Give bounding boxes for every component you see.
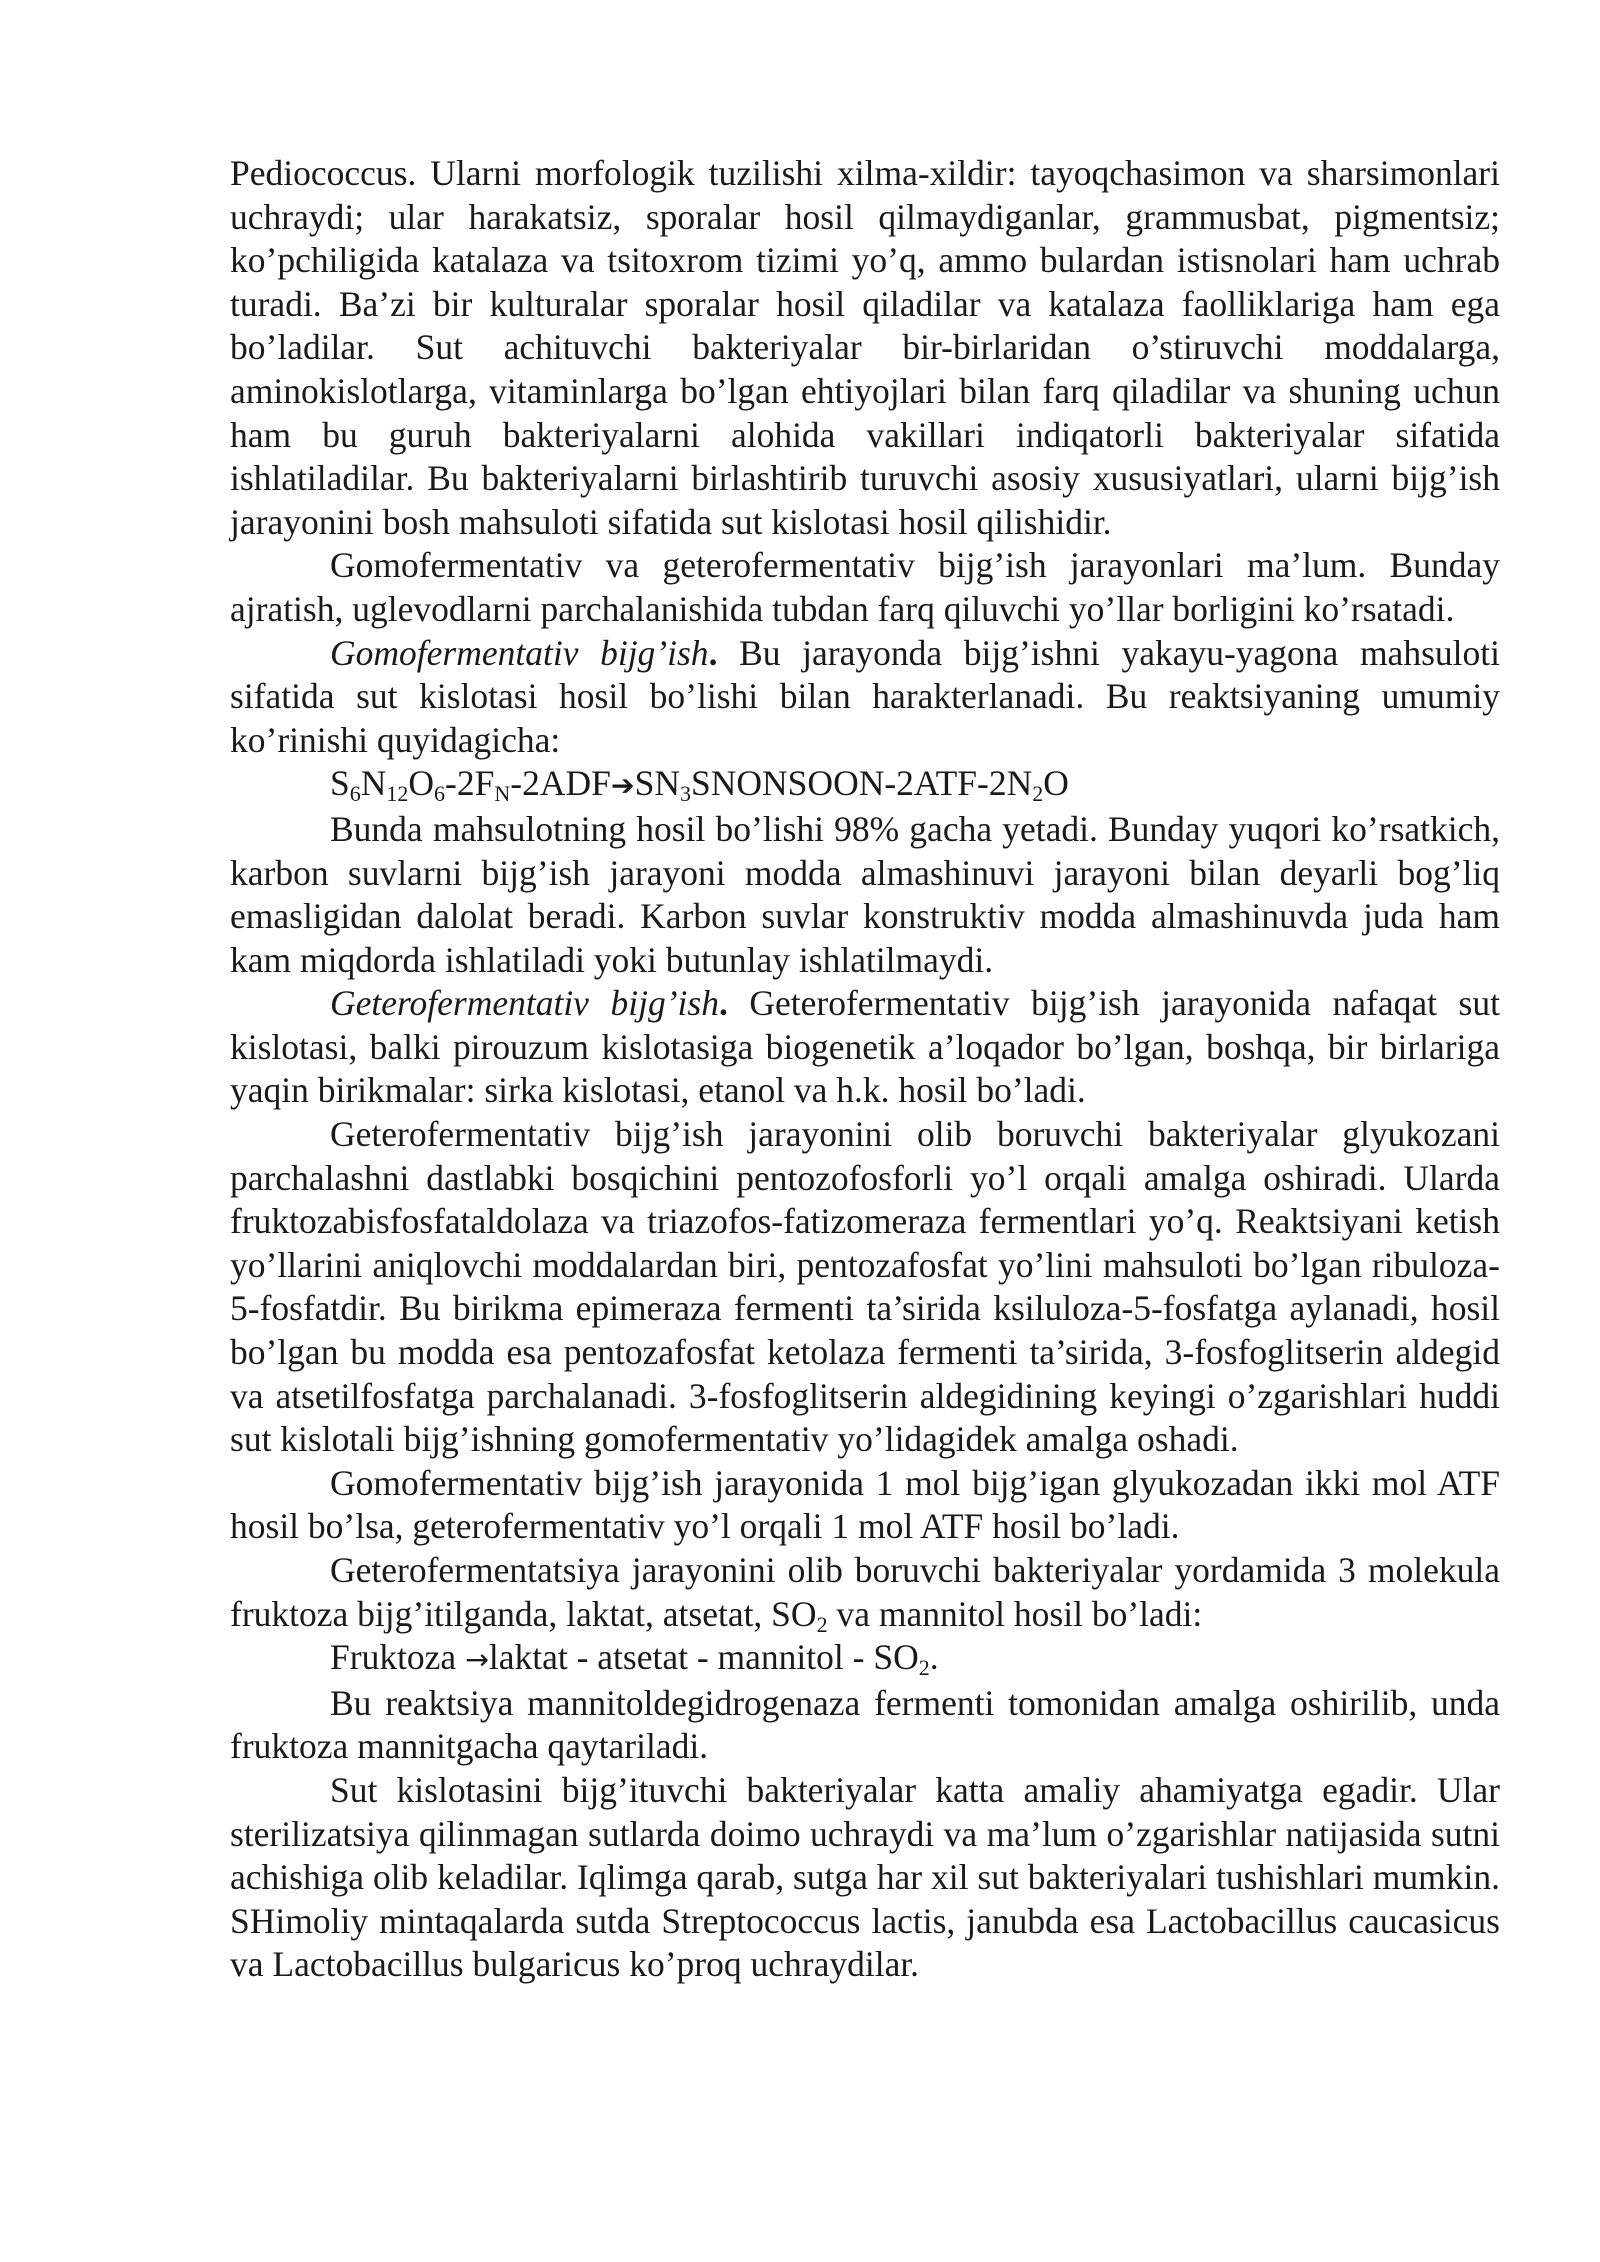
formula-text: N	[360, 763, 387, 804]
right-arrow-icon: ➔	[610, 769, 635, 803]
paragraph-2: Gomofermentativ va geterofermentativ bijg’ish jarayonlari ma’lum. Bunday ajratish, uglevodlarni parchalanishida tubdan farq qiluvchi yo’llar borligini ko’rsatadi.	[230, 545, 1500, 629]
formula-text: -2ADF	[510, 763, 611, 804]
paragraph-10: Sut kislotasini bijg’ituvchi bakteriyalar katta amaliy ahamiyatga egadir. Ular sterilizatsiya qilinmagan sutlarda doimo uchraydi va ma’lum o’zgarishlar natijasida sutni achishiga olib keladilar. Iqlimga qarab, sutga har xil sut bakteriyalari tushishlari mumkin. SHimoliy mintaqalarda sutda Streptococcus lactis, janubda esa Lactobacillus caucasicus va Lactobacillus bulgaricus ko’proq uchraydilar.	[230, 1769, 1500, 1985]
formula-text: Fruktoza	[330, 1637, 466, 1678]
paragraph-1: Pediococcus. Ularni morfologik tuzilishi xilma-xildir: tayoqchasimon va sharsimonlari uchraydi; ular harakatsiz, sporalar hosil qilmaydiganlar, grammusbat, pigmentsiz; ko’pchiligida katalaza va tsitoxrom tizimi yo’q, ammo bulardan istisnolari ham uchrab turadi. Ba’zi bir kulturalar sporalar hosil qiladilar va katalaza faolliklariga ham ega bo’ladilar. Sut achituvchi bakteriyalar bir-birlaridan o’stiruvchi moddalarga, aminokislotlarga, vitaminlarga bo’lgan ehtiyojlari bilan farq qiladilar va shuning uchun ham bu guruh bakteriyalarni alohida vakillari indiqatorli bakteriyalar sifatida ishlatiladilar. Bu bakteriyalarni birlashtirib turuvchi asosiy xususiyatlari, ularni bijg’ish jarayonini bosh mahsuloti sifatida sut kislotasi hosil qilishidir.	[230, 153, 1500, 542]
formula-text: S	[330, 763, 350, 804]
right-arrow-icon: →	[465, 1643, 489, 1677]
section-heading-heterofermentative: Geterofermentativ bijg’ish	[330, 983, 719, 1024]
paragraph-9: Bu reaktsiya mannitoldegidrogenaza fermenti tomonidan amalga oshirilib, unda fruktoza mannitgacha qaytariladi.	[230, 1682, 1500, 1767]
formula-text: laktat - atsetat - mannitol - SO	[488, 1637, 919, 1678]
formula-subscript: 12	[386, 781, 409, 807]
paragraph-8	[230, 1549, 1500, 1636]
document-page	[230, 152, 1500, 1987]
paragraph-homofermentative-text: Bu jarayonda bijg’ishni yakayu-yagona mahsuloti sifatida sut kislotasi hosil bo’lishi bilan harakterlanadi. Bu reaktsiyaning umumiy ko’rinishi quyidagicha:	[230, 632, 1500, 760]
formula-homofermentative	[230, 762, 1500, 808]
formula-subscript: 3	[680, 781, 692, 807]
formula-subscript: 6	[349, 781, 361, 807]
formula-fructose	[230, 1636, 1500, 1682]
paragraph-7: Gomofermentativ bijg’ish jarayonida 1 mol bijg’igan glyukozadan ikki mol ATF hosil bo’lsa, geterofermentativ yo’l orqali 1 mol ATF hosil bo’ladi.	[230, 1462, 1500, 1547]
formula-subscript: N	[494, 781, 511, 807]
paragraph-heterofermentative-text: Geterofermentativ bijg’ish jarayonida nafaqat sut kislotasi, balki pirouzum kislotasiga biogenetik a’loqador bo’lgan, boshqa, bir birlariga yaqin birikmalar: sirka kislotasi, etanol va h.k. hosil bo’ladi.	[230, 983, 1500, 1111]
paragraph-8-text: Geterofermentatsiya jarayonini olib boruvchi bakteriyalar yordamida 3 molekula fruktoza bijg’itilganda, laktat, atsetat, SO	[230, 1550, 1500, 1634]
formula-text: .	[929, 1637, 939, 1678]
paragraph-homofermentative	[230, 632, 1500, 763]
heading-period: .	[718, 983, 728, 1024]
formula-text: O	[1043, 763, 1069, 804]
heading-period: .	[708, 632, 718, 673]
formula-subscript: 2	[816, 1611, 828, 1637]
formula-text: -2F	[445, 763, 495, 804]
section-heading-homofermentative: Gomofermentativ bijg’ish	[330, 632, 709, 673]
paragraph-heterofermentative	[230, 982, 1500, 1113]
paragraph-8-text-end: va mannitol hosil bo’ladi:	[827, 1593, 1203, 1634]
paragraph-4: Bunda mahsulotning hosil bo’lishi 98% gacha yetadi. Bunday yuqori ko’rsatkich, karbon suvlarni bijg’ish jarayoni modda almashinuvi jarayoni bilan deyarli bog’liq emasligidan dalolat beradi. Karbon suvlar konstruktiv modda almashinuvda juda ham kam miqdorda ishlatiladi yoki butunlay ishlatilmaydi.	[230, 808, 1500, 980]
formula-text: SNONSOON-2ATF-2N	[691, 763, 1033, 804]
formula-subscript: 2	[918, 1655, 930, 1681]
formula-text: O	[408, 763, 435, 804]
formula-subscript: 6	[434, 781, 446, 807]
paragraph-6: Geterofermentativ bijg’ish jarayonini olib boruvchi bakteriyalar glyukozani parchalashni dastlabki bosqichini pentozofosforli yo’l orqali amalga oshiradi. Ularda fruktozabisfosfataldolaza va triazofos-fatizomeraza fermentlari yo’q. Reaktsiyani ketish yo’llarini aniqlovchi moddalardan biri, pentozafosfat yo’lini mahsuloti bo’lgan ribuloza-5-fosfatdir. Bu birikma epimeraza fermenti ta’sirida ksiluloza-5-fosfatga aylanadi, hosil bo’lgan bu modda esa pentozafosfat ketolaza fermenti ta’sirida, 3-fosfoglitserin aldegid va atsetilfosfatga parchalanadi. 3-fosfoglitserin aldegidining keyingi o’zgarishlari huddi sut kislotali bijg’ishning gomofermentativ yo’lidagidek amalga oshadi.	[230, 1114, 1500, 1460]
formula-subscript: 2	[1032, 781, 1044, 807]
formula-text: SN	[634, 763, 681, 804]
